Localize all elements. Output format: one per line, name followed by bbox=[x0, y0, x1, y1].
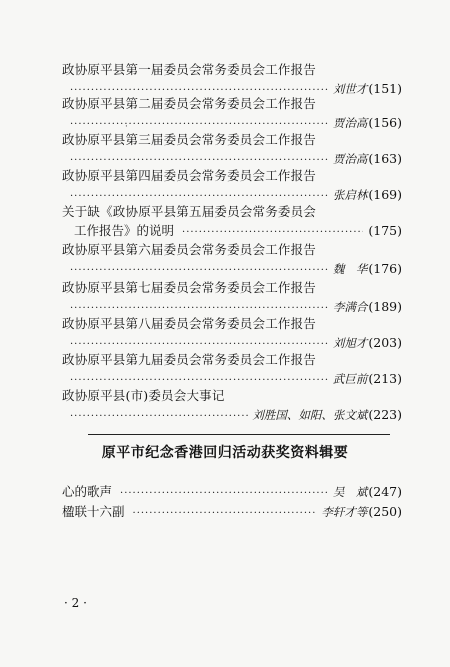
entry-page: (151) bbox=[368, 81, 402, 96]
entry-page: (203) bbox=[368, 335, 402, 350]
entry-page: (247) bbox=[368, 484, 402, 499]
dot-leader bbox=[120, 486, 329, 502]
entry-page: (213) bbox=[368, 371, 402, 386]
toc-entry bbox=[62, 280, 402, 317]
entry-page: (189) bbox=[368, 299, 402, 314]
entry-title-continued: 工作报告》的说明 bbox=[74, 223, 175, 238]
section-divider bbox=[88, 434, 390, 435]
toc-entry bbox=[62, 132, 402, 169]
entry-author: 吴 斌 bbox=[332, 485, 368, 499]
toc-entry bbox=[62, 62, 402, 99]
entry-author: 刘旭才 bbox=[332, 336, 368, 350]
toc-entry bbox=[62, 484, 402, 502]
margin-mark: · bbox=[125, 122, 128, 132]
section-heading: 原平市纪念香港回归活动获奖资料辑要 bbox=[101, 445, 349, 461]
entry-author: 武巨前 bbox=[332, 372, 368, 386]
entry-title: 政协原平县第一届委员会常务委员会工作报告 bbox=[62, 62, 317, 77]
toc-entry bbox=[62, 242, 402, 279]
dot-leader bbox=[70, 337, 329, 353]
entry-page: (156) bbox=[368, 115, 402, 130]
entry-author: 刘世才 bbox=[332, 82, 368, 96]
entry-page: (223) bbox=[368, 407, 402, 422]
dot-leader bbox=[70, 373, 329, 389]
entry-title: 政协原平县第三届委员会常务委员会工作报告 bbox=[62, 132, 317, 147]
toc-entry bbox=[62, 204, 402, 241]
dot-leader bbox=[70, 301, 329, 317]
entry-page: (250) bbox=[368, 504, 402, 519]
toc-entry bbox=[62, 96, 402, 133]
entry-author: 魏 华 bbox=[332, 262, 368, 276]
entry-author: 贾治高 bbox=[332, 152, 368, 166]
toc-entry bbox=[62, 316, 402, 353]
dot-leader bbox=[182, 225, 363, 241]
toc-entry bbox=[62, 352, 402, 389]
entry-page: (176) bbox=[368, 261, 402, 276]
entry-title: 楹联十六副 bbox=[62, 504, 125, 519]
dot-leader bbox=[70, 189, 329, 205]
dot-leader bbox=[70, 117, 329, 133]
dot-leader bbox=[133, 506, 318, 522]
toc-entry bbox=[62, 504, 402, 522]
dot-leader bbox=[70, 263, 329, 279]
entry-page: (163) bbox=[368, 151, 402, 166]
entry-title: 政协原平县第六届委员会常务委员会工作报告 bbox=[62, 242, 317, 257]
entry-author: 张启林 bbox=[332, 188, 368, 202]
entry-author: 李轩才等 bbox=[321, 505, 368, 519]
dot-leader bbox=[70, 409, 248, 425]
entry-author: 贾治高 bbox=[332, 116, 368, 130]
entry-title: 政协原平县第七届委员会常务委员会工作报告 bbox=[62, 280, 317, 295]
entry-title: 关于缺《政协原平县第五届委员会常务委员会 bbox=[62, 204, 317, 219]
entry-title: 政协原平县第二届委员会常务委员会工作报告 bbox=[62, 96, 317, 111]
entry-page: (175) bbox=[368, 223, 402, 238]
toc-entry bbox=[62, 388, 402, 425]
entry-page: (169) bbox=[368, 187, 402, 202]
entry-title: 政协原平县第九届委员会常务委员会工作报告 bbox=[62, 352, 317, 367]
page-number: · 2 · bbox=[64, 596, 87, 610]
entry-title: 政协原平县第八届委员会常务委员会工作报告 bbox=[62, 316, 317, 331]
entry-title: 政协原平县(市)委员会大事记 bbox=[62, 388, 225, 403]
entry-author: 刘胜国、如阳、张文斌 bbox=[252, 408, 368, 422]
entry-title: 心的歌声 bbox=[62, 484, 113, 499]
entry-author: 李满合 bbox=[332, 300, 368, 314]
toc-entry bbox=[62, 168, 402, 205]
entry-title: 政协原平县第四届委员会常务委员会工作报告 bbox=[62, 168, 317, 183]
dot-leader bbox=[70, 153, 329, 169]
